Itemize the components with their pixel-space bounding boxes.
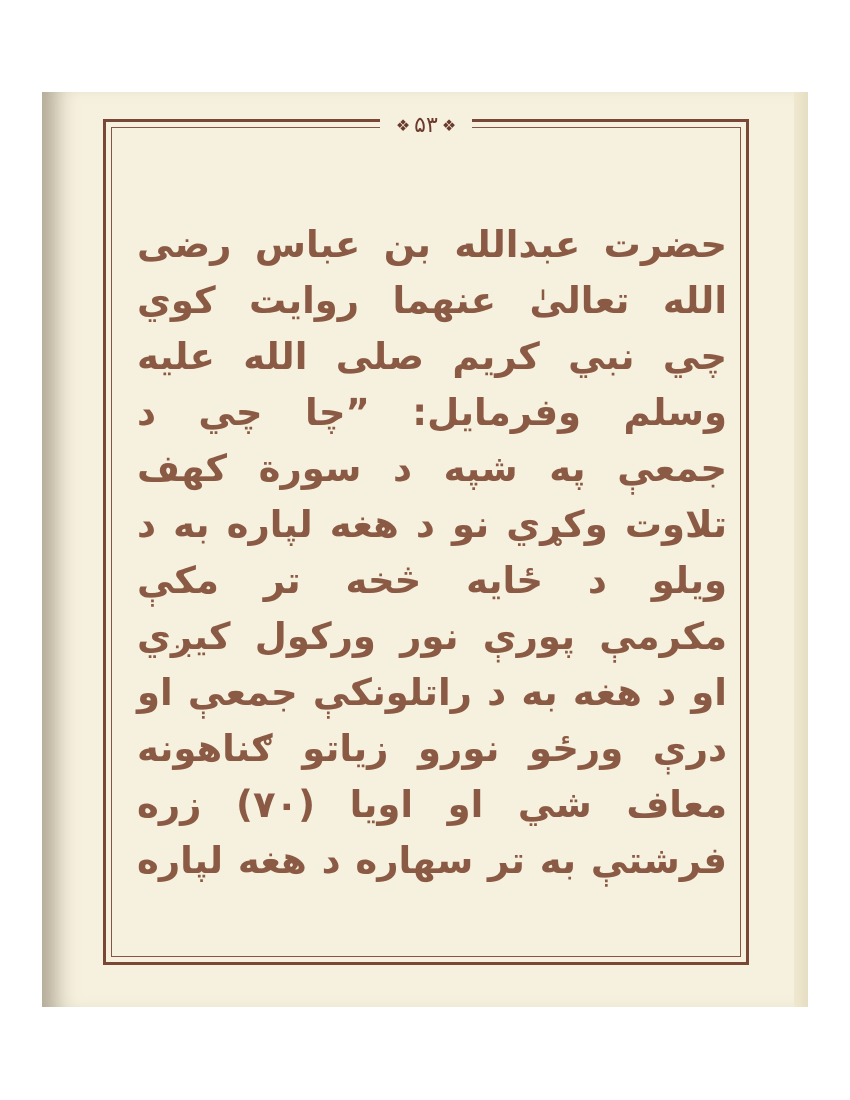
ornament-right-icon: ❖ (441, 115, 457, 135)
body-text (137, 217, 727, 889)
text-line: ویلو د ځایه څخه تر مکې (137, 559, 727, 602)
page-number: ۵۳ (414, 112, 438, 138)
text-line: فرشتې به تر سهاره د هغه لپاره (137, 839, 727, 882)
text-line: وسلم وفرمایل: ”چا چي د (137, 391, 727, 434)
text-line: چي نبي کریم صلی الله علیه (137, 335, 727, 378)
text-line: حضرت عبدالله بن عباس رضی (137, 223, 727, 266)
text-line: معاف شي او اویا (۷۰) زره (137, 783, 727, 826)
page-header (380, 112, 472, 138)
text-line: درې ورځو نورو زیاتو ګناهونه (137, 727, 727, 770)
text-line: او د هغه به د راتلونکې جمعې او (137, 671, 727, 714)
page-edge (794, 92, 808, 1007)
text-line: مکرمې پورې نور ورکول کیږي (137, 615, 727, 658)
text-line: الله تعالیٰ عنهما روایت کوي (137, 279, 727, 322)
text-line: تلاوت وکړي نو د هغه لپاره به د (137, 503, 727, 546)
book-page (42, 92, 808, 1007)
ornament-left-icon: ❖ (395, 115, 411, 135)
text-line: جمعې په شپه د سورة کهف (137, 447, 727, 490)
